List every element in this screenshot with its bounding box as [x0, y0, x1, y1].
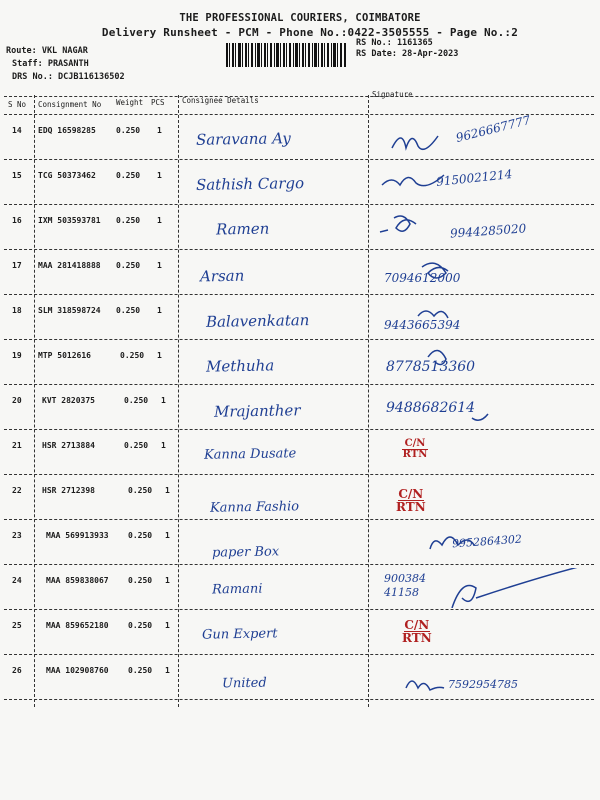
rtn-label: RTN	[402, 631, 432, 645]
row-consignment-no: MAA 859838067	[46, 576, 109, 585]
signature-scribble	[372, 118, 582, 158]
row-pcs: 1	[165, 531, 170, 540]
row-consignee-name: Kanna Fashio	[209, 499, 300, 516]
row-consignee-name: Kanna Dusate	[203, 446, 297, 463]
row-consignment-no: KVT 2820375	[42, 396, 95, 405]
row-s-no: 15	[12, 171, 22, 180]
row-weight: 0.250	[124, 441, 149, 450]
row-consignee-name: Saravana Ay	[195, 129, 291, 149]
cn-rtn-stamp	[402, 619, 432, 644]
row-signature-phone: 7592954785	[448, 678, 518, 691]
row-consignee-name: Balavenkatan	[205, 311, 310, 331]
row-s-no: 14	[12, 126, 22, 135]
row-rule	[4, 474, 594, 475]
row-rule	[4, 204, 594, 205]
row-consignee-name: Methuha	[205, 356, 275, 376]
row-weight: 0.250	[116, 171, 141, 180]
drs-number: DRS No.: DCJB116136502	[12, 72, 125, 82]
col-weight: Weight	[116, 98, 144, 107]
row-rule	[4, 699, 594, 700]
signature-scribble	[372, 208, 582, 248]
row-consignment-no: MTP 5012616	[38, 351, 91, 360]
table-row	[0, 611, 600, 655]
signature-scribble	[372, 388, 582, 428]
row-rule	[4, 294, 594, 295]
row-weight: 0.250	[128, 531, 153, 540]
table-row	[0, 656, 600, 700]
row-weight: 0.250	[116, 216, 141, 225]
signature-scribble	[372, 298, 582, 338]
table-header	[0, 90, 600, 112]
table-row	[0, 296, 600, 340]
row-rule	[4, 159, 594, 160]
row-rule	[4, 249, 594, 250]
runsheet-subtitle: Delivery Runsheet - PCM - Phone No.:0422-3505555 - Page No.:2	[101, 26, 519, 39]
table-row	[0, 112, 600, 160]
row-pcs: 1	[157, 261, 162, 270]
row-consignment-no: MAA 569913933	[46, 531, 109, 540]
row-consignee-name: paper Box	[211, 544, 280, 561]
row-s-no: 19	[12, 351, 22, 360]
row-consignment-no: MAA 859652180	[46, 621, 109, 630]
table-row	[0, 386, 600, 430]
row-signature-phone: 900384 41158	[384, 572, 426, 599]
row-signature-phone: 7094612000	[384, 271, 461, 285]
header-bottom-rule	[4, 114, 594, 115]
row-weight: 0.250	[116, 126, 141, 135]
row-pcs: 1	[161, 396, 166, 405]
row-weight: 0.250	[128, 666, 153, 675]
row-consignment-no: MAA 281418888	[38, 261, 101, 270]
row-pcs: 1	[157, 351, 162, 360]
row-weight: 0.250	[120, 351, 145, 360]
row-consignment-no: TCG 50373462	[38, 171, 96, 180]
row-weight: 0.250	[124, 396, 149, 405]
row-weight: 0.250	[128, 621, 153, 630]
table-row	[0, 431, 600, 475]
table-row	[0, 206, 600, 250]
row-signature-phone: 9150021214	[435, 167, 513, 189]
row-consignment-no: SLM 318598724	[38, 306, 101, 315]
rs-date: RS Date: 28-Apr-2023	[356, 49, 459, 59]
row-weight: 0.250	[116, 261, 141, 270]
row-rule	[4, 609, 594, 610]
signature-scribble	[372, 163, 582, 203]
page-title: THE PROFESSIONAL COURIERS, COIMBATORE	[179, 12, 421, 24]
row-s-no: 24	[12, 576, 22, 585]
header-top-rule	[4, 96, 594, 97]
row-pcs: 1	[165, 486, 170, 495]
cn-label: C/N	[404, 438, 426, 449]
row-consignee-name: Ramen	[215, 219, 270, 239]
col-s-no: S No	[8, 100, 27, 109]
row-consignment-no: HSR 2713884	[42, 441, 95, 450]
row-pcs: 1	[157, 306, 162, 315]
row-pcs: 1	[165, 666, 170, 675]
row-consignee-name: Gun Expert	[201, 626, 278, 643]
row-s-no: 16	[12, 216, 22, 225]
col-pcs: PCS	[151, 98, 165, 107]
row-consignee-name: United	[221, 675, 267, 692]
table-row	[0, 251, 600, 295]
row-s-no: 23	[12, 531, 22, 540]
cn-rtn-stamp	[396, 488, 426, 513]
row-consignment-no: HSR 2712398	[42, 486, 95, 495]
row-s-no: 22	[12, 486, 22, 495]
signature-scribble	[372, 658, 582, 698]
col-consignee-details: Consignee Details	[182, 96, 259, 105]
row-consignee-name: Sathish Cargo	[195, 174, 305, 194]
row-pcs: 1	[165, 621, 170, 630]
row-rule	[4, 384, 594, 385]
table-row	[0, 341, 600, 385]
row-rule	[4, 564, 594, 565]
cn-label: C/N	[404, 618, 430, 632]
rtn-label: RTN	[396, 500, 426, 514]
row-consignee-name: Mrajanther	[213, 401, 301, 421]
signature-scribble	[372, 523, 582, 563]
signature-scribble	[372, 253, 582, 293]
signature-scribble	[372, 568, 582, 608]
cn-rtn-stamp	[402, 439, 428, 460]
table-row	[0, 161, 600, 205]
row-rule	[4, 654, 594, 655]
row-signature-phone: 8778513360	[386, 359, 476, 375]
row-consignee-name: Ramani	[211, 581, 263, 598]
cn-label: C/N	[398, 487, 424, 501]
row-signature-phone: 9488682614	[386, 400, 476, 416]
row-consignment-no: EDQ 16598285	[38, 126, 96, 135]
barcode	[226, 43, 346, 67]
row-s-no: 18	[12, 306, 22, 315]
row-consignment-no: MAA 102908760	[46, 666, 109, 675]
rs-number: RS No.: 1161365	[356, 38, 433, 48]
row-pcs: 1	[157, 171, 162, 180]
row-consignee-name: Arsan	[199, 266, 245, 286]
row-s-no: 17	[12, 261, 22, 270]
row-s-no: 20	[12, 396, 22, 405]
staff-label: Staff: PRASANTH	[12, 59, 89, 69]
table-row	[0, 566, 600, 610]
route-label: Route: VKL NAGAR	[6, 46, 88, 56]
signature-scribble	[372, 343, 582, 383]
table-row	[0, 476, 600, 520]
row-rule	[4, 519, 594, 520]
row-weight: 0.250	[116, 306, 141, 315]
row-rule	[4, 339, 594, 340]
row-signature-phone: 9443665394	[384, 318, 461, 332]
row-weight: 0.250	[128, 486, 153, 495]
row-signature-phone: 9952864302	[451, 532, 523, 551]
row-s-no: 25	[12, 621, 22, 630]
row-signature-phone: 9626667777	[454, 112, 532, 146]
table-row	[0, 521, 600, 565]
row-s-no: 21	[12, 441, 22, 450]
row-pcs: 1	[161, 441, 166, 450]
row-rule	[4, 429, 594, 430]
row-pcs: 1	[165, 576, 170, 585]
col-signature: Signature	[372, 90, 413, 99]
row-signature-phone: 9944285020	[449, 221, 527, 241]
rtn-label: RTN	[402, 449, 428, 460]
row-s-no: 26	[12, 666, 22, 675]
row-pcs: 1	[157, 216, 162, 225]
row-consignment-no: IXM 503593781	[38, 216, 101, 225]
row-weight: 0.250	[128, 576, 153, 585]
row-pcs: 1	[157, 126, 162, 135]
col-consignment-no: Consignment No	[38, 100, 102, 109]
